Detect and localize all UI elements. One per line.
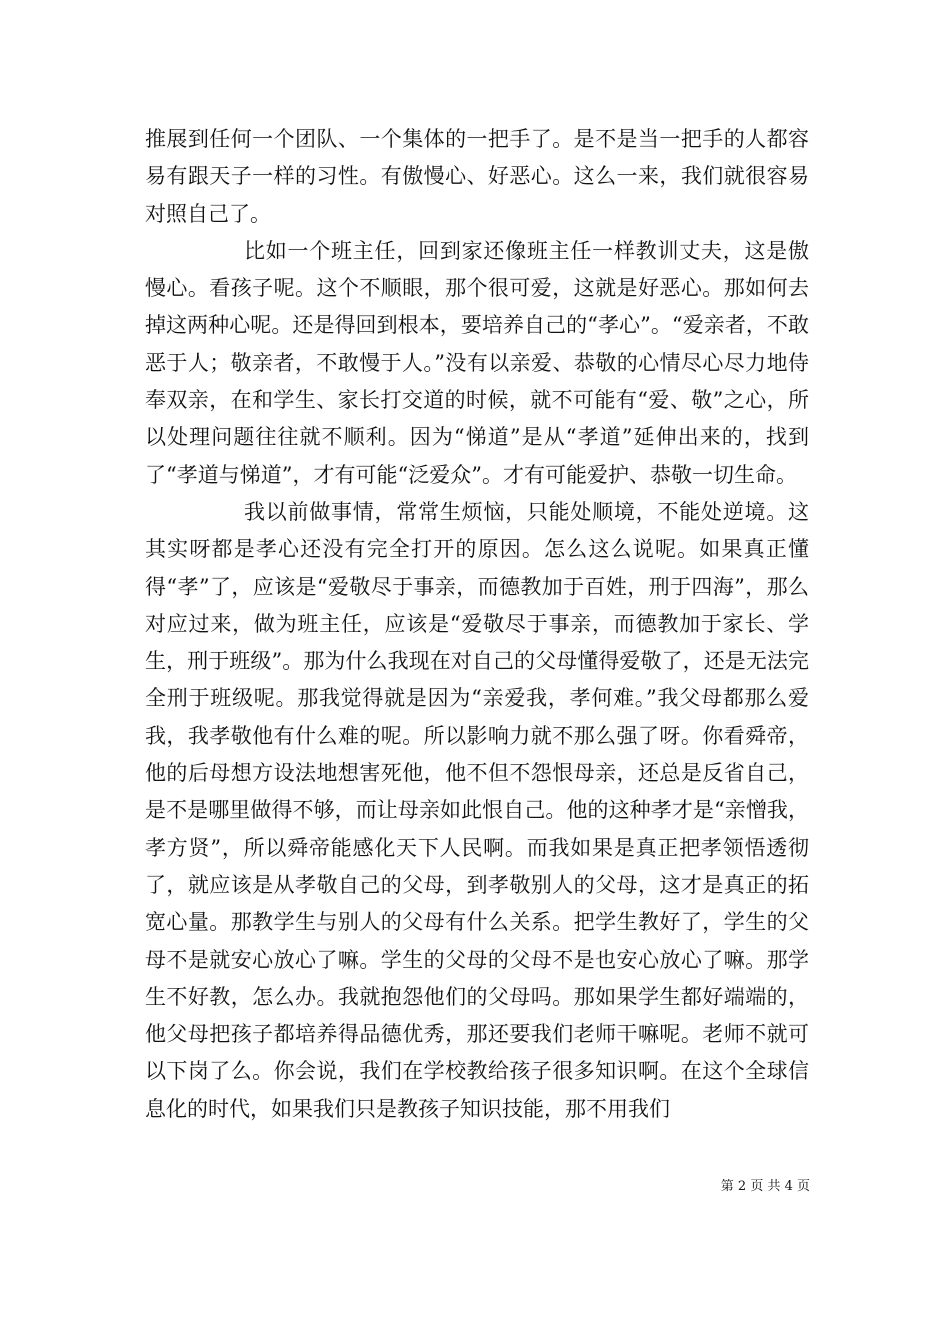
body-text — [145, 121, 809, 1128]
paragraph-3: 我以前做事情，常常生烦恼，只能处顺境，不能处逆境。这其实呀都是孝心还没有完全打开的原因。怎么这么说呢。如果真正懂得“孝”了，应该是“爱敬尽于事亲，而德教加于百姓，刑于四海”，那么对应过来，做为班主任，应该是“爱敬尽于事亲，而德教加于家长、学生，刑于班级”。那为什么我现在对自己的父母懂得爱敬了，还是无法完全刑于班级呢。那我觉得就是因为“亲爱我，孝何难。”我父母都那么爱我，我孝敬他有什么难的呢。所以影响力就不那么强了呀。你看舜帝，他的后母想方设法地想害死他，他不但不怨恨母亲，还总是反省自己，是不是哪里做得不够，而让母亲如此恨自己。他的这种孝才是“亲憎我，孝方贤”，所以舜帝能感化天下人民啊。而我如果是真正把孝领悟透彻了，就应该是从孝敬自己的父母，到孝敬别人的父母，这才是真正的拓宽心量。那教学生与别人的父母有什么关系。把学生教好了，学生的父母不是就安心放心了嘛。学生的父母的父母不是也安心放心了嘛。那学生不好教，怎么办。我就抱怨他们的父母吗。那如果学生都好端端的，他父母把孩子都培养得品德优秀，那还要我们老师干嘛呢。老师不就可以下岗了么。你会说，我们在学校教给孩子很多知识啊。在这个全球信息化的时代，如果我们只是教孩子知识技能，那不用我们 — [145, 499, 809, 1121]
paragraph-1: 推展到任何一个团队、一个集体的一把手了。是不是当一把手的人都容易有跟天子一样的习性。有傲慢心、好恶心。这么一来，我们就很容易对照自己了。 — [145, 127, 809, 226]
paragraph-2: 比如一个班主任，回到家还像班主任一样教训丈夫，这是傲慢心。看孩子呢。这个不顺眼，那个很可爱，这就是好恶心。那如何去掉这两种心呢。还是得回到根本，要培养自己的“孝心”。“爱亲者，不敢恶于人；敬亲者，不敢慢于人。”没有以亲爱、恭敬的心情尽心尽力地侍奉双亲，在和学生、家长打交道的时候，就不可能有“爱、敬”之心，所以处理问题往往就不顺利。因为“悌道”是从“孝道”延伸出来的，找到了“孝道与悌道”，才有可能“泛爱众”。才有可能爱护、恭敬一切生命。 — [145, 238, 809, 487]
page-number-footer: 第 2 页 共 4 页 — [720, 1179, 810, 1194]
